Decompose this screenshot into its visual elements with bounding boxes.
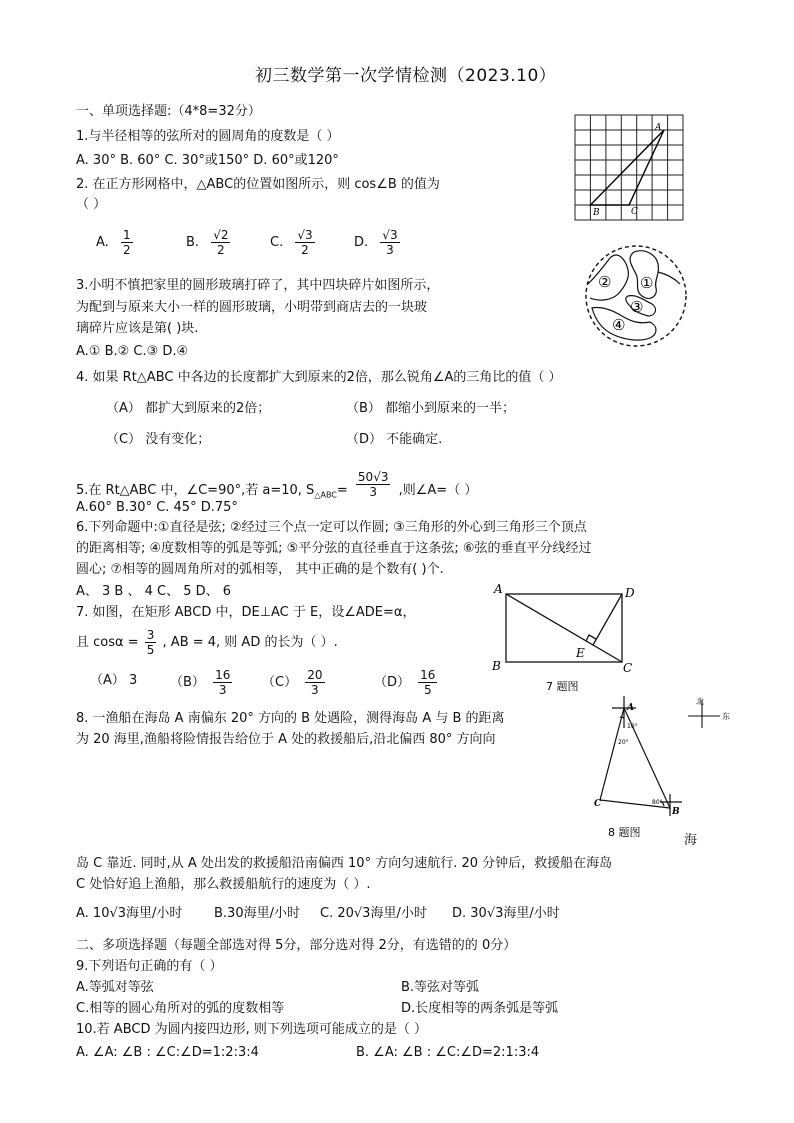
q8-line2: 为 20 海里,渔船将险情报告给位于 A 处的救援船后,沿北偏西 80° 方向向	[76, 732, 496, 747]
compass-north: 北	[696, 697, 704, 706]
q2-option-d: D. $\frac{√3}{3}$	[354, 228, 398, 257]
q3-label-piece2: ②	[598, 273, 612, 291]
q8-line3: 岛 C 靠近. 同时,从 A 处出发的救援船沿南偏西 10° 方向匀速航行. 20 分钟后，救援船在海岛	[76, 856, 613, 871]
q7-label-c: C	[623, 661, 633, 675]
q3-glass-figure	[584, 244, 688, 348]
section-heading-single-choice: 一、单项选择题:（4*8=32分）	[76, 104, 261, 119]
q8-label-b: B	[672, 807, 680, 817]
page-title: 初三数学第一次学情检测（2023.10）	[255, 66, 557, 86]
compass-icon	[684, 692, 740, 732]
q6-line3: 圆心; ⑦相等的圆周角所对的弧相等， 其中正确的是个数有( )个.	[76, 562, 444, 577]
q1-stem: 1.与半径相等的弦所对的圆周角的度数是（ ）	[76, 129, 340, 144]
q4-option-a: （A） 都扩大到原来的2倍；	[106, 401, 271, 416]
q2-stem: 2. 在正方形网格中，△ABC的位置如图所示，则 cos∠B 的值为	[76, 177, 440, 192]
q7-label-e: E	[576, 646, 585, 660]
q7-caption: 7 题图	[546, 680, 579, 693]
q7-option-d: （D） $\frac{16}{5}$	[374, 668, 436, 697]
section-heading-multiple-choice: 二、多项选择题（每题全部选对得 5分，部分选对得 2分，有选错的的 0分）	[76, 938, 517, 953]
q9-option-c: C.相等的圆心角所对的弧的度数相等	[76, 1001, 285, 1016]
q8-option-a: A. 10√3海里/小时	[76, 906, 183, 921]
q7-label-a: A	[494, 582, 503, 596]
q4-option-b: （B） 都缩小到原来的一半；	[346, 401, 516, 416]
q7-rectangle-figure	[488, 580, 638, 700]
q3-label-piece1: ①	[640, 274, 654, 292]
q2-label-b: B	[593, 208, 600, 218]
q10-stem: 10.若 ABCD 为圆内接四边形, 则下列选项可能成立的是（ ）	[76, 1022, 428, 1037]
q8-caption: 8 题图	[608, 826, 641, 839]
q7-option-b: （B） $\frac{16}{3}$	[170, 668, 231, 697]
q6-line1: 6.下列命题中:①直径是弦; ②经过三个点一定可以作圆; ③三角形的外心到三角形三个顶点	[76, 520, 587, 535]
q3-line1: 3.小明不慎把家里的圆形玻璃打碎了，其中四块碎片如图所示，	[76, 278, 440, 293]
q2-label-c: C	[631, 207, 638, 217]
q2-option-b: B. $\frac{√2}{2}$	[186, 228, 229, 257]
q2-label-a: A	[655, 123, 662, 133]
q8-hai: 海	[684, 833, 698, 848]
q9-option-d: D.长度相等的两条弧是等弧	[401, 1001, 559, 1016]
q7-line2: 且 cosα = $\frac{3}{5}$ , AB = 4, 则 AD 的长为（ ）.	[76, 628, 338, 657]
q10-option-a: A. ∠A: ∠B : ∠C:∠D=1:2:3:4	[76, 1045, 259, 1060]
compass-east: 东	[722, 712, 730, 721]
q8-option-c: C. 20√3海里/小时	[320, 906, 427, 921]
q7-label-b: B	[492, 659, 501, 673]
q8-angle-mark-1: 10°	[627, 723, 638, 730]
q8-line1: 8. 一渔船在海岛 A 南偏东 20° 方向的 B 处遇险，测得海岛 A 与 B 的距离	[76, 711, 505, 726]
q2-option-c: C. $\frac{√3}{2}$	[270, 228, 313, 257]
q9-option-a: A.等弧对等弦	[76, 980, 154, 995]
q4-option-c: （C） 没有变化；	[106, 432, 211, 447]
q1-options: A. 30° B. 60° C. 30°或150° D. 60°或120°	[76, 153, 339, 168]
q4-stem: 4. 如果 Rt△ABC 中各边的长度都扩大到原来的2倍，那么锐角∠A的三角比的值（ ）	[76, 370, 562, 385]
q8-angle-mark-2: 20°	[618, 739, 629, 746]
q9-stem: 9.下列语句正确的有（ ）	[76, 959, 223, 974]
q7-line1: 7. 如图，在矩形 ABCD 中，DE⊥AC 于 E，设∠ADE=α，	[76, 605, 416, 620]
q3-line2: 为配到与原来大小一样的圆形玻璃，小明带到商店去的一块玻	[76, 300, 428, 315]
q4-option-d: （D） 不能确定.	[346, 432, 443, 447]
q7-label-d: D	[625, 586, 635, 600]
q7-option-c: （C） $\frac{20}{3}$	[262, 668, 323, 697]
q3-line3: 璃碎片应该是第( )块.	[76, 321, 199, 336]
q2-grid-figure	[574, 114, 686, 222]
q8-option-d: D. 30√3海里/小时	[452, 906, 560, 921]
q9-option-b: B.等弦对等弧	[401, 980, 480, 995]
q3-label-piece3: ③	[630, 298, 644, 316]
q3-options: A.① B.② C.③ D.④	[76, 344, 189, 359]
q3-label-piece4: ④	[612, 316, 626, 334]
q2-option-a: A. $\frac{1}{2}$	[96, 228, 131, 257]
q8-label-c: C	[594, 799, 602, 809]
q8-line4: C 处恰好追上渔船，那么救援船航行的速度为（ ）.	[76, 877, 371, 892]
q7-option-a: （A） 3	[90, 673, 138, 688]
q5-stem: 5.在 Rt△ABC 中，∠C=90°,若 a=10, $S_{\triangle ABC}=$ $\frac{50√3}{3}$ ,则∠A=（ ）	[76, 470, 478, 500]
q6-line2: 的距离相等; ④度数相等的弧是等弧; ⑤平分弦的直径垂直于这条弦; ⑥弦的垂直平分线经过	[76, 541, 592, 556]
q6-options: A、 3 B 、 4 C、 5 D、 6	[76, 584, 232, 599]
q8-label-a: A	[627, 703, 634, 713]
q10-option-b: B. ∠A: ∠B : ∠C:∠D=2:1:3:4	[356, 1045, 540, 1060]
q2-paren: （ ）	[76, 197, 107, 212]
q8-angle-mark-3: 80°	[652, 799, 663, 806]
q8-option-b: B.30海里/小时	[214, 906, 300, 921]
q5-options: A.60° B.30° C. 45° D.75°	[76, 500, 238, 515]
